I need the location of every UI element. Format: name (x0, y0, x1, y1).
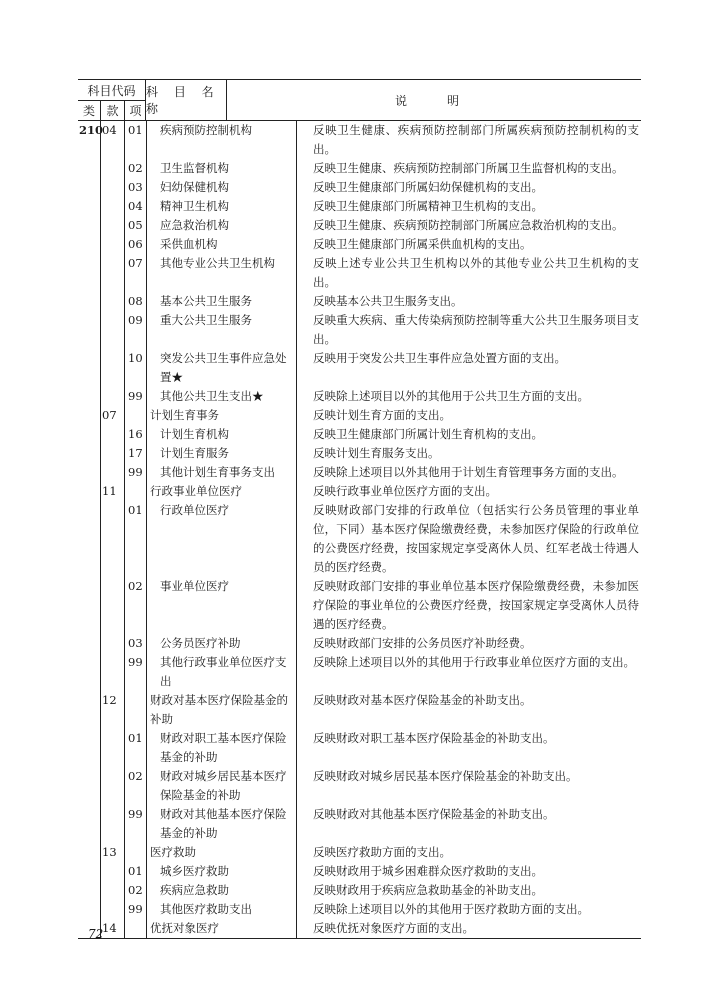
cell-lei (78, 254, 100, 292)
cell-subject-name: 突发公共卫生事件应急处置★ (160, 351, 287, 384)
cell-description: 反映财政部门安排的公务员医疗补助经费。 (313, 636, 532, 650)
cell-kuan (100, 311, 124, 349)
cell-lei (78, 634, 100, 653)
cell-subject-name: 事业单位医疗 (160, 579, 229, 593)
table-row (78, 729, 641, 767)
table-row (78, 387, 641, 406)
cell-kuan: 11 (102, 484, 117, 498)
cell-xiang: 01 (128, 731, 143, 745)
subject-name-header: 科 目 名 称 (146, 80, 227, 120)
cell-description: 反映卫生健康部门所属精神卫生机构的支出。 (313, 199, 543, 213)
cell-kuan (100, 425, 124, 444)
cell-xiang: 17 (128, 446, 143, 460)
cell-kuan: 07 (102, 408, 117, 422)
cell-lei (78, 805, 100, 843)
column-divider-kuan (124, 121, 125, 938)
cell-kuan (100, 216, 124, 235)
column-divider-lei (100, 121, 101, 938)
header-kuan: 款 (100, 101, 124, 120)
table-header (78, 80, 641, 121)
cell-xiang: 08 (128, 294, 143, 308)
cell-lei (78, 729, 100, 767)
budget-subject-table (78, 79, 641, 939)
cell-description: 反映财政对基本医疗保险基金的补助支出。 (313, 693, 532, 707)
cell-lei (78, 900, 100, 919)
cell-subject-name: 应急救治机构 (160, 218, 229, 232)
cell-subject-name: 卫生监督机构 (160, 161, 229, 175)
cell-xiang: 10 (128, 351, 143, 365)
cell-subject-name: 妇幼保健机构 (160, 180, 229, 194)
table-row (78, 691, 641, 729)
cell-kuan (100, 463, 124, 482)
cell-subject-name: 疾病应急救助 (160, 883, 229, 897)
cell-kuan (100, 254, 124, 292)
table-row (78, 444, 641, 463)
cell-subject-name: 财政对职工基本医疗保险基金的补助 (160, 731, 287, 764)
cell-subject-name: 其他行政事业单位医疗支出 (160, 655, 287, 688)
cell-description: 反映卫生健康部门所属妇幼保健机构的支出。 (313, 180, 543, 194)
cell-subject-name: 重大公共卫生服务 (160, 313, 252, 327)
cell-xiang (124, 843, 146, 862)
cell-description: 反映上述专业公共卫生机构以外的其他专业公共卫生机构的支出。 (313, 256, 639, 289)
cell-xiang: 01 (128, 123, 143, 137)
cell-xiang (124, 919, 146, 938)
cell-description: 反映卫生健康、疾病预防控制部门所属应急救治机构的支出。 (313, 218, 624, 232)
cell-xiang: 03 (128, 636, 143, 650)
cell-subject-name: 计划生育服务 (160, 446, 229, 460)
table-row (78, 159, 641, 178)
cell-description: 反映除上述项目以外的其他用于公共卫生方面的支出。 (313, 389, 589, 403)
cell-description: 反映财政对职工基本医疗保险基金的补助支出。 (313, 731, 555, 745)
cell-description: 反映计划生育方面的支出。 (313, 408, 451, 422)
cell-description: 反映计划生育服务支出。 (313, 446, 440, 460)
cell-lei (78, 482, 100, 501)
cell-xiang (124, 691, 146, 729)
cell-xiang: 02 (128, 769, 143, 783)
cell-subject-name: 医疗救助 (150, 845, 196, 859)
cell-xiang: 01 (128, 864, 143, 878)
cell-subject-name: 基本公共卫生服务 (160, 294, 252, 308)
cell-xiang: 02 (128, 161, 143, 175)
table-row (78, 577, 641, 634)
table-row (78, 121, 641, 159)
cell-subject-name: 疾病预防控制机构 (160, 123, 252, 137)
page-number: 72 (88, 927, 104, 941)
table-row (78, 311, 641, 349)
table-row (78, 843, 641, 862)
cell-subject-name: 行政事业单位医疗 (150, 484, 242, 498)
cell-lei (78, 235, 100, 254)
table-row (78, 463, 641, 482)
cell-description: 反映财政对城乡居民基本医疗保险基金的补助支出。 (313, 769, 578, 783)
cell-lei (78, 463, 100, 482)
table-row (78, 862, 641, 881)
cell-lei (78, 444, 100, 463)
cell-description: 反映财政对其他基本医疗保险基金的补助支出。 (313, 807, 555, 821)
cell-xiang: 02 (128, 883, 143, 897)
header-xiang: 项 (124, 101, 146, 120)
cell-lei (78, 292, 100, 311)
table-row (78, 178, 641, 197)
cell-lei (78, 691, 100, 729)
cell-kuan (100, 178, 124, 197)
table-row (78, 482, 641, 501)
cell-xiang: 01 (128, 503, 143, 517)
cell-subject-name: 精神卫生机构 (160, 199, 229, 213)
cell-kuan (100, 387, 124, 406)
cell-lei (78, 425, 100, 444)
column-divider-name (296, 121, 297, 938)
table-row (78, 881, 641, 900)
cell-xiang: 99 (128, 655, 143, 669)
cell-kuan (100, 444, 124, 463)
cell-description: 反映用于突发公共卫生事件应急处置方面的支出。 (313, 351, 566, 365)
cell-kuan: 12 (102, 693, 117, 707)
cell-subject-name: 公务员医疗补助 (160, 636, 241, 650)
cell-description: 反映卫生健康部门所属计划生育机构的支出。 (313, 427, 543, 441)
cell-kuan (100, 292, 124, 311)
table-row (78, 349, 641, 387)
cell-lei (78, 577, 100, 634)
cell-kuan (100, 235, 124, 254)
cell-subject-name: 其他专业公共卫生机构 (160, 256, 275, 270)
cell-description: 反映行政事业单位医疗方面的支出。 (313, 484, 497, 498)
cell-description: 反映基本公共卫生服务支出。 (313, 294, 463, 308)
cell-lei (78, 159, 100, 178)
cell-kuan (100, 159, 124, 178)
cell-lei (78, 653, 100, 691)
cell-lei (78, 178, 100, 197)
cell-lei (78, 349, 100, 387)
cell-kuan: 13 (102, 845, 117, 859)
cell-description: 反映除上述项目以外其他用于计划生育管理事务方面的支出。 (313, 465, 624, 479)
subject-code-header (78, 80, 146, 120)
table-body (78, 121, 641, 938)
cell-subject-name: 采供血机构 (160, 237, 218, 251)
description-header (227, 80, 641, 120)
cell-subject-name: 计划生育事务 (150, 408, 219, 422)
cell-xiang: 02 (128, 579, 143, 593)
cell-lei (78, 406, 100, 425)
cell-description: 反映重大疾病、重大传染病预防控制等重大公共卫生服务项目支出。 (313, 313, 639, 346)
cell-description: 反映卫生健康、疾病预防控制部门所属卫生监督机构的支出。 (313, 161, 624, 175)
cell-lei (78, 843, 100, 862)
cell-subject-name: 优抚对象医疗 (150, 921, 219, 935)
table-row (78, 292, 641, 311)
cell-xiang: 04 (128, 199, 143, 213)
cell-subject-name: 行政单位医疗 (160, 503, 229, 517)
table-row (78, 805, 641, 843)
cell-description: 反映除上述项目以外的其他用于行政事业单位医疗方面的支出。 (313, 655, 635, 669)
table-row (78, 767, 641, 805)
cell-subject-name: 其他医疗救助支出 (160, 902, 252, 916)
cell-lei: 210 (79, 123, 104, 137)
cell-description: 反映财政用于疾病应急救助基金的补助支出。 (313, 883, 543, 897)
cell-xiang (124, 406, 146, 425)
cell-kuan (100, 729, 124, 767)
subject-code-subheaders (78, 101, 145, 120)
table-bottom-rule (78, 938, 641, 939)
cell-lei (78, 881, 100, 900)
table-row (78, 501, 641, 577)
cell-subject-name: 财政对其他基本医疗保险基金的补助 (160, 807, 287, 840)
cell-kuan (100, 634, 124, 653)
cell-xiang: 09 (128, 313, 143, 327)
cell-kuan (100, 349, 124, 387)
table-row (78, 919, 641, 938)
table-row (78, 254, 641, 292)
cell-kuan: 14 (102, 921, 117, 935)
header-lei: 类 (82, 104, 95, 118)
cell-subject-name: 计划生育机构 (160, 427, 229, 441)
subject-code-label: 科目代码 (78, 80, 145, 101)
table-row (78, 900, 641, 919)
cell-xiang: 05 (128, 218, 143, 232)
cell-lei (78, 501, 100, 577)
cell-kuan (100, 805, 124, 843)
cell-lei (78, 862, 100, 881)
cell-xiang: 07 (128, 256, 143, 270)
cell-kuan (100, 881, 124, 900)
cell-description: 反映优抚对象医疗方面的支出。 (313, 921, 474, 935)
cell-xiang: 99 (128, 902, 143, 916)
cell-kuan: 04 (102, 123, 117, 137)
cell-description: 反映财政部门安排的行政单位（包括实行公务员管理的事业单位，下同）基本医疗保险缴费经费，未参加医疗保险的行政单位的公费医疗经费，按国家规定享受离休人员、红军老战士待遇人员的医疗经费。 (313, 503, 639, 574)
column-divider-xiang (146, 121, 147, 938)
table-row (78, 634, 641, 653)
cell-xiang: 99 (128, 389, 143, 403)
table-row (78, 653, 641, 691)
cell-description: 反映除上述项目以外的其他用于医疗救助方面的支出。 (313, 902, 589, 916)
cell-lei (78, 216, 100, 235)
cell-subject-name: 财政对基本医疗保险基金的补助 (150, 693, 288, 726)
cell-kuan (100, 653, 124, 691)
table-row (78, 197, 641, 216)
table-row (78, 235, 641, 254)
cell-lei (78, 387, 100, 406)
cell-lei (78, 197, 100, 216)
cell-kuan (100, 900, 124, 919)
table-row (78, 216, 641, 235)
cell-kuan (100, 501, 124, 577)
cell-xiang (124, 482, 146, 501)
cell-xiang: 99 (128, 807, 143, 821)
cell-subject-name: 其他公共卫生支出★ (160, 389, 264, 403)
cell-subject-name: 城乡医疗救助 (160, 864, 229, 878)
cell-description: 反映医疗救助方面的支出。 (313, 845, 451, 859)
description-header-label: 说 明 (394, 93, 473, 108)
cell-xiang: 06 (128, 237, 143, 251)
cell-description: 反映卫生健康、疾病预防控制部门所属疾病预防控制机构的支出。 (313, 123, 639, 156)
table-row (78, 406, 641, 425)
cell-xiang: 99 (128, 465, 143, 479)
cell-description: 反映财政部门安排的事业单位基本医疗保险缴费经费，未参加医疗保险的事业单位的公费医疗经费，按国家规定享受离休人员待遇的医疗经费。 (313, 579, 639, 631)
cell-kuan (100, 197, 124, 216)
cell-xiang: 03 (128, 180, 143, 194)
table-row (78, 425, 641, 444)
cell-subject-name: 其他计划生育事务支出 (160, 465, 275, 479)
cell-subject-name: 财政对城乡居民基本医疗保险基金的补助 (160, 769, 287, 802)
cell-kuan (100, 862, 124, 881)
cell-lei (78, 767, 100, 805)
cell-xiang: 16 (128, 427, 143, 441)
cell-kuan (100, 577, 124, 634)
cell-kuan (100, 767, 124, 805)
cell-lei (78, 311, 100, 349)
cell-description: 反映卫生健康部门所属采供血机构的支出。 (313, 237, 532, 251)
cell-description: 反映财政用于城乡困难群众医疗救助的支出。 (313, 864, 543, 878)
